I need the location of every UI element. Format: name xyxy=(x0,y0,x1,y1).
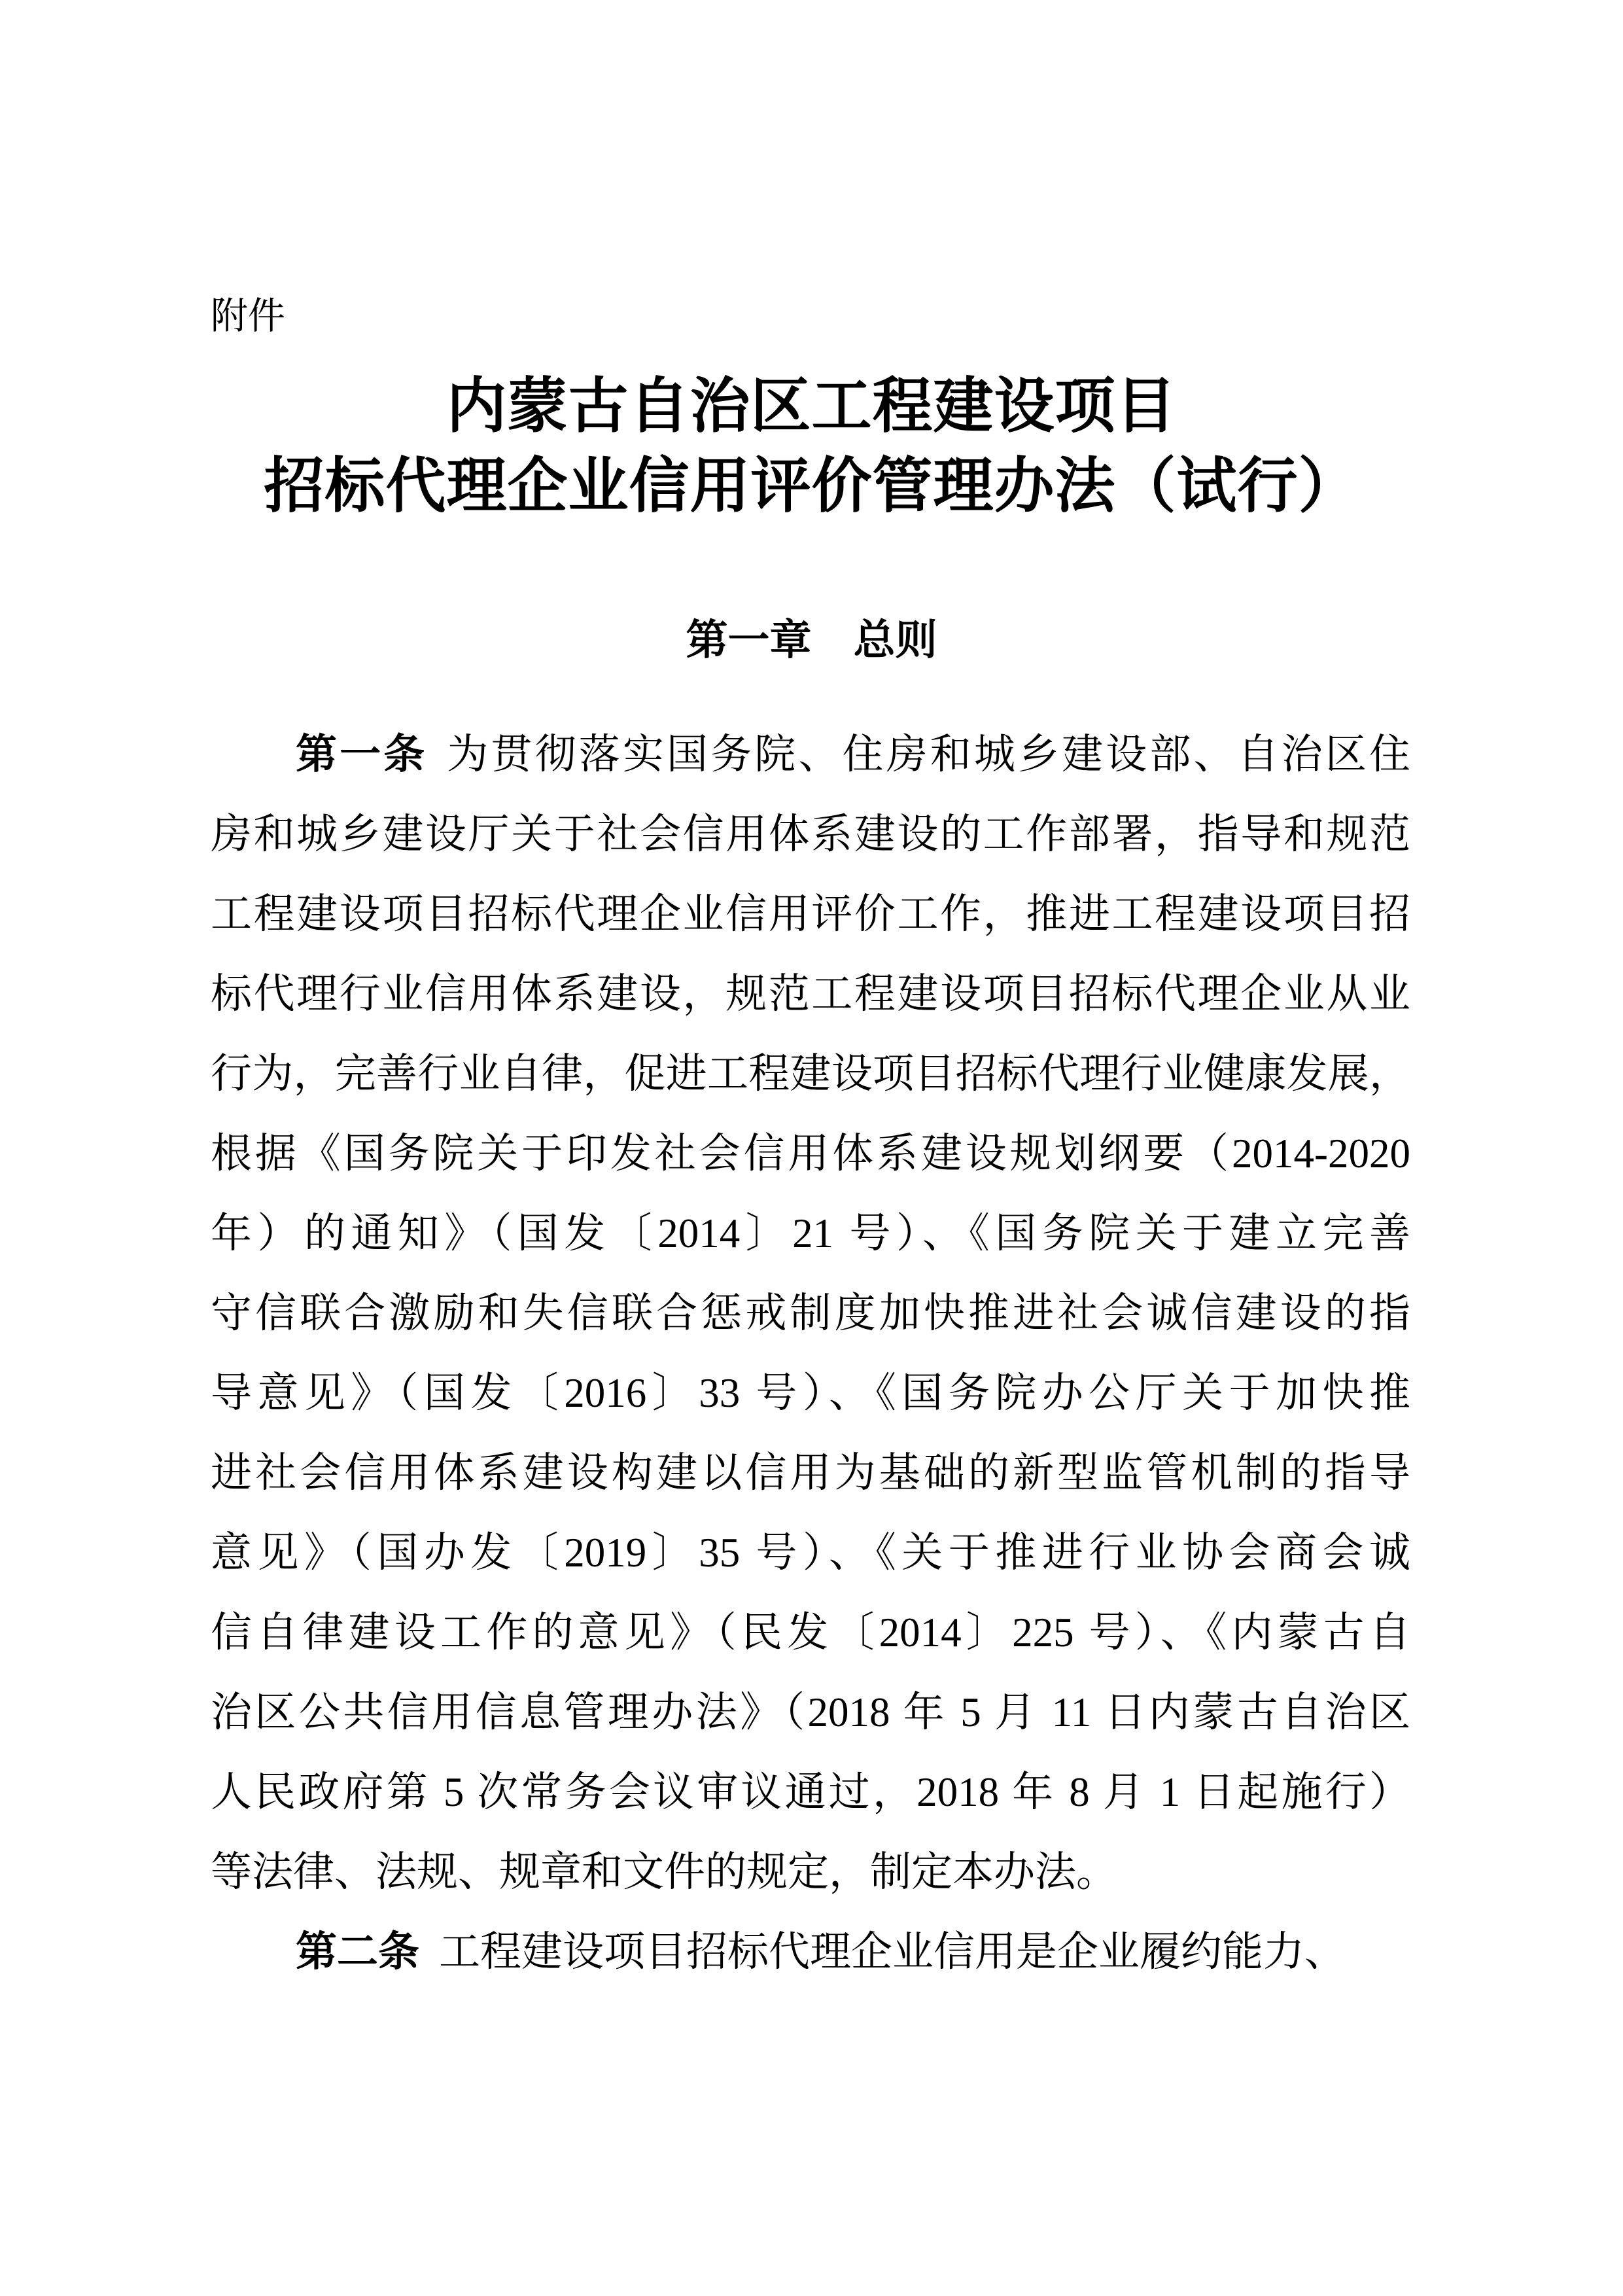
article-number: 第一条 xyxy=(296,732,428,777)
body-line: 信自律建设工作的意见》（民发〔2014〕225 号）、《内蒙古自 xyxy=(211,1610,1410,1655)
body-line: 导意见》（国发〔2016〕33 号）、《国务院办公厅关于加快推 xyxy=(211,1370,1410,1416)
body-line: 标代理行业信用体系建设，规范工程建设项目招标代理企业从业 xyxy=(211,971,1410,1017)
body-line: 进社会信用体系建设构建以信用为基础的新型监管机制的指导 xyxy=(211,1450,1410,1496)
chapter-heading: 第一章 总则 xyxy=(686,616,937,663)
body-line: 意见》（国办发〔2019〕35 号）、《关于推进行业协会商会诚 xyxy=(211,1530,1410,1576)
body-line: 年）的通知》（国发〔2014〕21 号）、《国务院关于建立完善 xyxy=(211,1210,1410,1256)
body-line xyxy=(211,715,1410,794)
body-line: 行为，完善行业自律，促进工程建设项目招标代理行业健康发展， xyxy=(211,1051,1410,1097)
body-line: 工程建设项目招标代理企业信用评价工作，推进工程建设项目招 xyxy=(211,891,1410,937)
body-line-text: 为贯彻落实国务院、住房和城乡建设部、自治区住 xyxy=(447,732,1410,777)
body-line: 治区公共信用信息管理办法》（2018 年 5 月 11 日内蒙古自治区 xyxy=(211,1689,1410,1735)
title-line-1: 内蒙古自治区工程建设项目 xyxy=(446,373,1177,440)
body-paragraphs xyxy=(211,715,1410,1992)
body-line-text: 工程建设项目招标代理企业信用是企业履约能力、 xyxy=(439,1929,1346,1975)
body-line: 等法律、法规、规章和文件的规定，制定本办法。 xyxy=(211,1849,1117,1895)
body-line: 根据《国务院关于印发社会信用体系建设规划纲要（2014-2020 xyxy=(211,1131,1410,1176)
body-line: 人民政府第 5 次常务会议审议通过，2018 年 8 月 1 日起施行） xyxy=(211,1769,1410,1815)
body-line: 守信联合激励和失信联合惩戒制度加快推进社会诚信建设的指 xyxy=(211,1290,1410,1336)
document-title xyxy=(0,366,1623,526)
article-number: 第二条 xyxy=(296,1929,419,1975)
attachment-label: 附件 xyxy=(211,295,285,337)
body-line xyxy=(211,1912,1410,1992)
title-line-2: 招标代理企业信用评价管理办法（试行） xyxy=(264,453,1359,520)
body-line: 房和城乡建设厅关于社会信用体系建设的工作部署，指导和规范 xyxy=(211,811,1410,857)
